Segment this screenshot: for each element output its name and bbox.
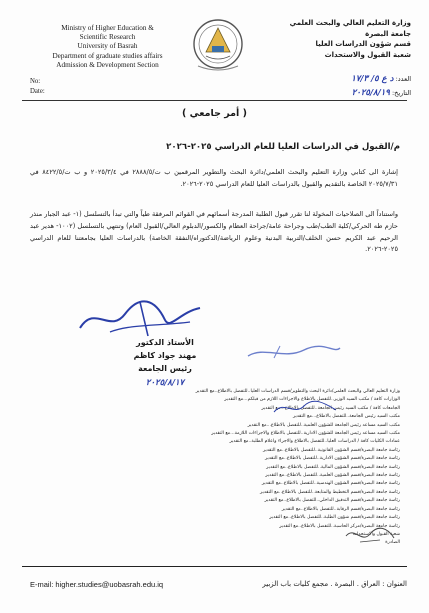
ar-number-row [281, 72, 411, 86]
distribution-item: الجامعات كافة / مكتب السيد رئيس الجامعة..للتفضل بالاطلاع...مع التقدير [261, 405, 400, 411]
header-english [30, 24, 185, 70]
reference-fields-english [30, 77, 45, 97]
signature-scribble [70, 294, 210, 340]
distribution-item: رئاسة جامعة البصرة/قسم الشؤون الادارية..للتفضل بالاطلاع..مع التقدير [264, 456, 400, 462]
ar-number-label: العدد: [395, 75, 411, 83]
order-title: ( أمر جامعي ) [182, 108, 247, 119]
distribution-item: رئاسة جامعة البصرة/قسم التخطيط والمتابعة..للتفضل بالاطلاع..مع التقدير [260, 489, 400, 495]
distribution-item: رئاسة جامعة البصرة/قسم الشؤون العلمية..للتفضل بالاطلاع..مع التقدير [265, 473, 400, 479]
distribution-item: رئاسة جامعة البصرة/قسم الشؤون القانونية..للتفضل بالاطلاع..مع التقدير [262, 447, 400, 453]
footer-email: E-mail: higher.studies@uobasrah.edu.iq [30, 580, 164, 589]
footer-address: العنوان : العراق . البصرة . مجمع كليات باب الزبير [262, 580, 407, 588]
signatory-title: الأستاذ الدكتور [136, 338, 194, 347]
distribution-item: الصادرة [385, 540, 400, 546]
reference-fields-arabic [281, 72, 411, 100]
header-ar-line: وزارة التعليم العالي والبحث العلمي [289, 19, 411, 27]
header-divider [22, 100, 407, 101]
header-ar-line: جامعة البصرة [365, 29, 411, 38]
distribution-item: مكتب السيد مساعد رئيس الجامعة للشؤون العلمية..للتفضل بالاطلاع...مع التقدير [247, 422, 400, 428]
distribution-item: رئاسة جامعة البصرة/قسم شؤون الطلبة..للتفضل بالاطلاع..مع التقدير [269, 515, 400, 521]
signature-block [110, 336, 220, 375]
signature-date: ٢٠٢٥/٨/١٧ [145, 378, 185, 388]
distribution-item: شعبة القبول والاستحداث [352, 531, 400, 537]
paragraph-reference: إشارة الى كتابي وزارة التعليم والبحث العلمي/دائرة البحث والتطوير المرقمين ب ت/٢٨٨٨/٥ في ٢٠٢٥/٣/٤ و ب ت/٨٤٢٢/٥ في ٢٠٢٥/٧/٣١ الخاصة بالتقديم والقبول بالدراسات العليا للعام الدراسي ٢٠٢٥-٢٠٢٦. [30, 168, 398, 188]
header-en-line: Admission & Development Section [56, 60, 159, 69]
distribution-item: الوزارات كافة / مكتب السيد الوزير..للتفضل بالاطلاع والاجراءات اللازم من قبلكم...مع التقدير [224, 397, 400, 403]
header-ar-line: قسم شؤون الدراسات العليا [315, 40, 411, 48]
subject-line: م/القبول في الدراسات العليا للعام الدراسي ٢٠٢٥-٢٠٢٦ [166, 142, 400, 152]
ar-number-value: د ع ٥/ ١٧/٣ [351, 74, 394, 84]
distribution-item: رئاسة جامعة البصرة/مركز الحاسبة..للتفضل بالاطلاع..مع التقدير [279, 523, 400, 529]
date-label: Date: [30, 88, 45, 95]
distribution-item: رئاسة جامعة البصرة/قسم الشؤون المالية..للتفضل بالاطلاع..مع التقدير [266, 464, 400, 470]
header-en-line: Department of graduate studies affairs [52, 51, 163, 60]
footer-divider [22, 566, 407, 567]
stamp-mark-icon [244, 342, 344, 362]
header-ar-line: شعبة القبول والاستحداث [324, 50, 411, 59]
header-en-line: University of Basrah [77, 42, 138, 51]
distribution-item: عمادات الكليات كافة / الدراسات العليا..للتفضل بالاطلاع والاجراء واعلام الطلبة..مع التقدير [229, 439, 400, 445]
university-seal-icon [192, 16, 244, 76]
distribution-item: وزارة التعليم العالي والبحث العلمي/دائرة البحث والتطوير/قسم الدراسات العليا..للتفضل بالاطلاع..مع التقدير [195, 389, 400, 394]
signatory-role: رئيس الجامعة [138, 364, 192, 373]
distribution-item: مكتب السيد مساعد رئيس الجامعة للشؤون الادارية..للتفضل بالاطلاع والاجراءات اللازمة...مع التقدير [211, 431, 400, 437]
clerk-initials-scribble [340, 524, 400, 546]
ar-date-row [281, 86, 411, 100]
header-arabic [271, 18, 411, 60]
paragraph-decision: واستناداً الى الصلاحيات المخولة لنا تقرر قبول الطلبة المدرجة أسمائهم في القوائم المرفقة طياً والتي تبدأ بالتسلسل (١- عبد الجبار منذر حازم طه الحركي/كلية الطب/طب وجراحة عامة/جراحة العظام والكسور/الدبلوم العالي/القبول العام) وتنتهي بالتسلسل (١٠٠٢- هدير عبد الرحيم عبد الكريم حسن الخلف/التربية البدنية وعلوم الرياضة/الدكتوراه/النفقة الخاصة) بالدراسات العليا بجامعتنا للعام الدراسي ٢٠٢٥-٢٠٢٦. [30, 210, 399, 254]
distribution-item: رئاسة جامعة البصرة/قسم الرقابة..للتفضل بالاطلاع..مع التقدير [281, 506, 400, 512]
signatory-name: مهند جواد كاظم [133, 351, 197, 360]
distribution-item: مكتب السيد رئيس الجامعة..للتفضل بالاطلاع...مع التقدير [292, 414, 400, 420]
no-label: No: [30, 78, 41, 85]
ar-date-label: التاريخ: [391, 89, 411, 97]
header-en-line: Ministry of Higher Education & [61, 24, 154, 32]
ar-date-value: ٢٠٢٥/٨/١٩ [351, 88, 390, 98]
distribution-item: رئاسة جامعة البصرة/قسم التدقيق الداخلي..للتفضل بالاطلاع..مع التقدير [264, 498, 400, 504]
header-en-line: Scientific Research [79, 33, 136, 42]
initial-scribble [270, 398, 340, 418]
distribution-item: رئاسة جامعة البصرة/قسم الشؤون الهندسية..للتفضل بالاطلاع..مع التقدير [261, 481, 400, 487]
